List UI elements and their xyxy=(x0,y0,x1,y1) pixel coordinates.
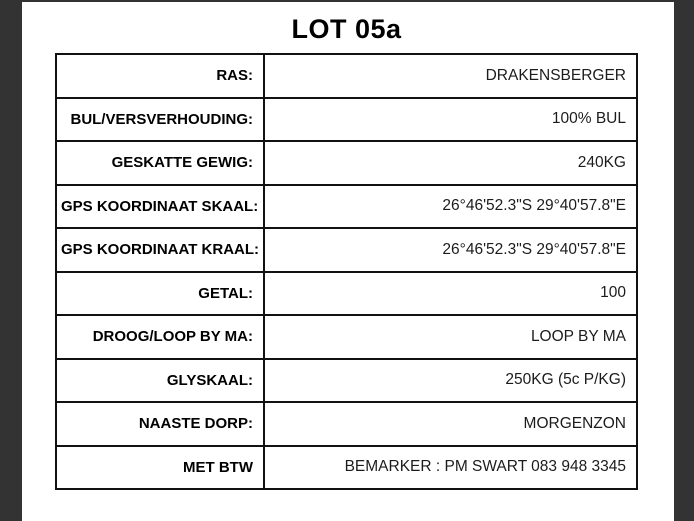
table-row xyxy=(56,98,637,142)
row-label: MET BTW xyxy=(56,446,264,490)
table-row xyxy=(56,54,637,98)
row-label: GETAL: xyxy=(56,272,264,316)
top-edge-band xyxy=(0,0,694,2)
row-label: GESKATTE GEWIG: xyxy=(56,141,264,185)
table-row xyxy=(56,228,637,272)
row-value: BEMARKER : PM SWART 083 948 3345 xyxy=(264,446,637,490)
row-label: GPS KOORDINAAT SKAAL: xyxy=(56,185,264,229)
row-value: MORGENZON xyxy=(264,402,637,446)
table-row xyxy=(56,402,637,446)
row-value: DRAKENSBERGER xyxy=(264,54,637,98)
table-row xyxy=(56,141,637,185)
table-row xyxy=(56,446,637,490)
row-label: GLYSKAAL: xyxy=(56,359,264,403)
row-value: 100 xyxy=(264,272,637,316)
row-value: 240KG xyxy=(264,141,637,185)
table-row xyxy=(56,272,637,316)
table-row xyxy=(56,315,637,359)
table-row xyxy=(56,185,637,229)
row-label: NAASTE DORP: xyxy=(56,402,264,446)
row-label: DROOG/LOOP BY MA: xyxy=(56,315,264,359)
row-value: LOOP BY MA xyxy=(264,315,637,359)
row-value: 250KG (5c P/KG) xyxy=(264,359,637,403)
row-label: GPS KOORDINAAT KRAAL: xyxy=(56,228,264,272)
row-label: RAS: xyxy=(56,54,264,98)
row-label: BUL/VERSVERHOUDING: xyxy=(56,98,264,142)
row-value: 26°46'52.3"S 29°40'57.8"E xyxy=(264,228,637,272)
left-edge-band xyxy=(0,0,22,521)
lot-details-table xyxy=(55,53,638,490)
row-value: 100% BUL xyxy=(264,98,637,142)
page-title: LOT 05a xyxy=(291,14,402,44)
row-value: 26°46'52.3"S 29°40'57.8"E xyxy=(264,185,637,229)
right-edge-band xyxy=(674,0,694,521)
table-row xyxy=(56,359,637,403)
